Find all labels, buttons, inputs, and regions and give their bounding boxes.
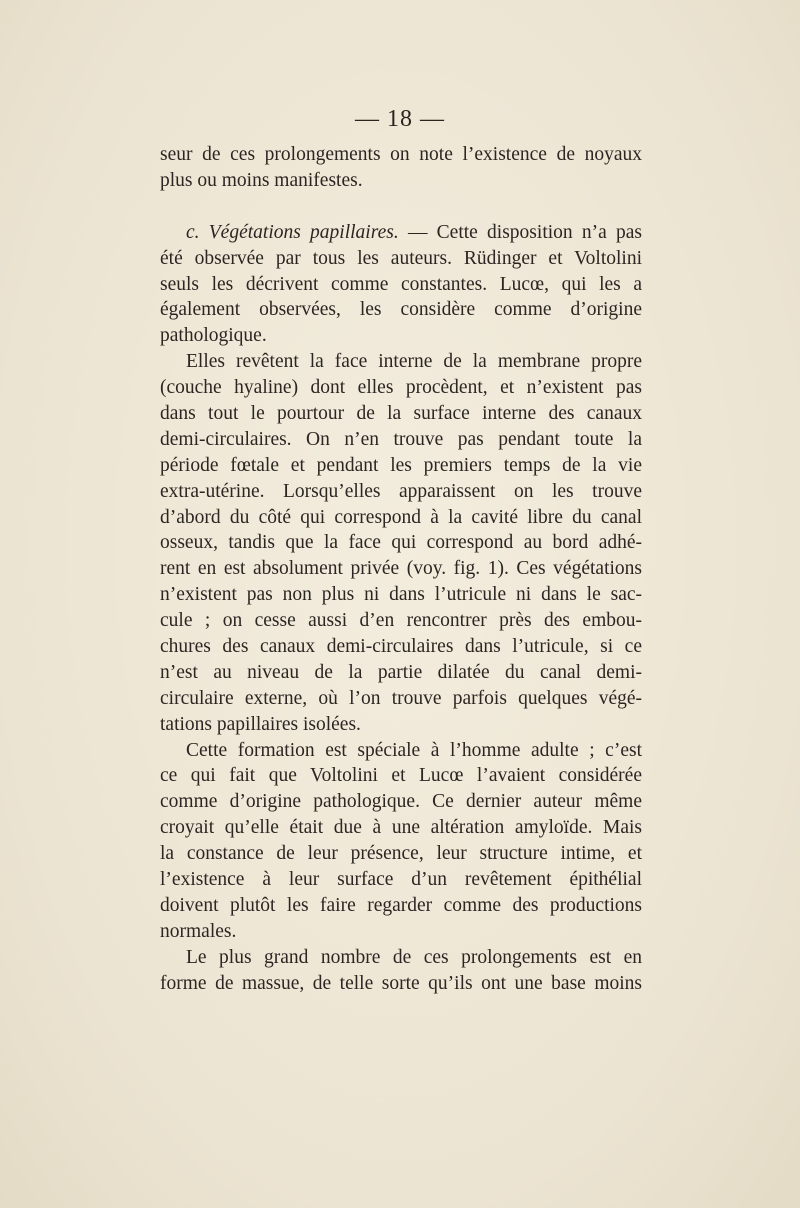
text-line: tations papillaires isolées. — [160, 713, 361, 735]
section-heading-line — [160, 220, 642, 246]
text-line: forme de massue, de telle sorte qu’ils ont une base moins — [160, 972, 642, 994]
text-line: normales. — [160, 920, 237, 942]
page-number: — 18 — — [355, 106, 445, 132]
text-line: (couche hyaline) dont elles procèdent, et n’existent pas — [160, 377, 642, 399]
text-line: n’existent pas non plus ni dans l’utricule ni dans le sac- — [160, 584, 642, 606]
text-line: l’existence à leur surface d’un revêtement épithélial — [160, 869, 642, 891]
text-line: doivent plutôt les faire regarder comme des productions — [160, 894, 642, 916]
text-line: extra-utérine. Lorsqu’elles apparaissent on les trouve — [160, 480, 642, 502]
text-line: seur de ces prolongements on note l’existence de noyaux — [160, 144, 642, 165]
text-line: cule ; on cesse aussi d’en rencontrer près des embou- — [160, 610, 642, 632]
section-heading: c. Végétations papillaires. — [186, 221, 399, 243]
text-fragment: — Cette disposition n’a pas — [398, 221, 642, 243]
text-line: Cette formation est spéciale à l’homme adulte ; c’est — [186, 739, 642, 761]
text-line: pathologique. — [160, 325, 267, 347]
text-line: ce qui fait que Voltolini et Lucœ l’avaient considérée — [160, 765, 642, 787]
text-line: demi-circulaires. On n’en trouve pas pendant toute la — [160, 428, 642, 450]
text-line: également observées, les considère comme d’origine — [160, 299, 642, 321]
text-line: n’est au niveau de la partie dilatée du canal demi- — [160, 661, 642, 683]
text-line: circulaire externe, où l’on trouve parfois quelques végé- — [160, 687, 642, 709]
text-line: comme d’origine pathologique. Ce dernier auteur même — [160, 791, 642, 813]
text-line: dans tout le pourtour de la surface interne des canaux — [160, 403, 642, 425]
paragraph-gap — [160, 194, 642, 220]
text-line: période fœtale et pendant les premiers temps de la vie — [160, 454, 642, 476]
text-line: seuls les décrivent comme constantes. Lucœ, qui les a — [160, 273, 642, 295]
text-line: été observée par tous les auteurs. Rüdinger et Voltolini — [160, 247, 642, 269]
text-line: plus ou moins manifestes. — [160, 169, 363, 191]
text-line: chures des canaux demi-circulaires dans l’utricule, si ce — [160, 636, 642, 658]
text-line: Le plus grand nombre de ces prolongements est en — [186, 946, 642, 968]
text-line: osseux, tandis que la face qui correspond au bord adhé- — [160, 532, 642, 554]
body-text — [160, 142, 642, 997]
text-line: d’abord du côté qui correspond à la cavité libre du canal — [160, 506, 642, 528]
text-line: la constance de leur présence, leur structure intime, et — [160, 843, 642, 865]
text-line: croyait qu’elle était due à une altération amyloïde. Mais — [160, 817, 642, 839]
text-line: Elles revêtent la face interne de la membrane propre — [186, 351, 642, 373]
text-line: rent en est absolument privée (voy. fig. 1). Ces végétations — [160, 558, 642, 580]
